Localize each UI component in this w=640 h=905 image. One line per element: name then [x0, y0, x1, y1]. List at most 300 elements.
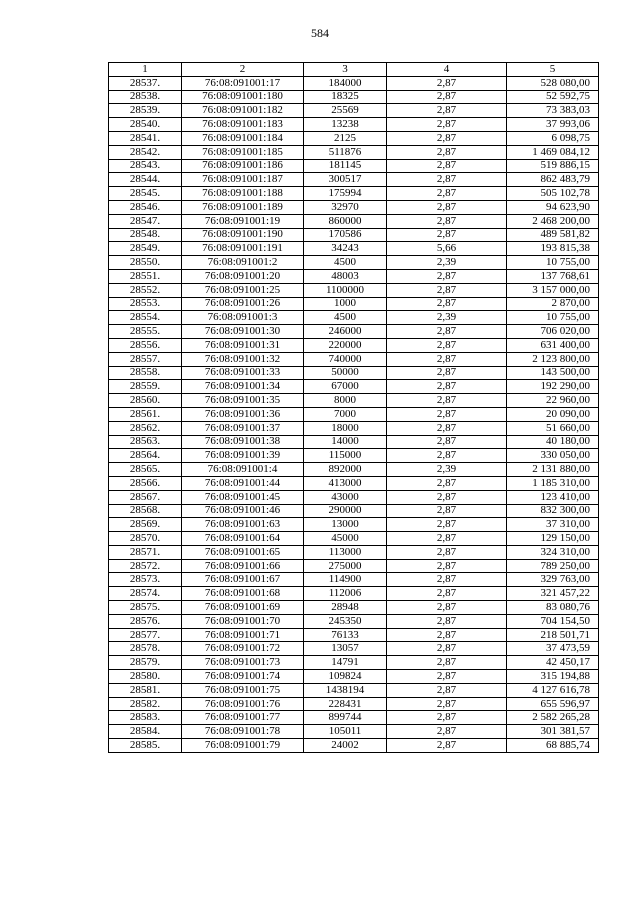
amount-cell: 301 381,57	[507, 725, 599, 739]
cadastral-number-cell: 76:08:091001:38	[182, 435, 304, 449]
cadastral-number-cell: 76:08:091001:65	[182, 545, 304, 559]
row-number-cell: 28550.	[109, 256, 182, 270]
amount-cell: 2 870,00	[507, 297, 599, 311]
cadastral-number-cell: 76:08:091001:34	[182, 380, 304, 394]
amount-cell: 631 400,00	[507, 338, 599, 352]
rate-cell: 2,87	[387, 573, 507, 587]
value-cell: 45000	[304, 532, 387, 546]
amount-cell: 706 020,00	[507, 325, 599, 339]
amount-cell: 1 469 084,12	[507, 145, 599, 159]
table-row	[109, 642, 599, 656]
cadastral-number-cell: 76:08:091001:17	[182, 76, 304, 90]
table-row	[109, 504, 599, 518]
rate-cell: 2,87	[387, 159, 507, 173]
table-header-row	[109, 63, 599, 77]
amount-cell: 3 157 000,00	[507, 283, 599, 297]
column-header: 2	[182, 63, 304, 77]
row-number-cell: 28558.	[109, 366, 182, 380]
rate-cell: 2,39	[387, 311, 507, 325]
table-row	[109, 242, 599, 256]
column-header: 1	[109, 63, 182, 77]
rate-cell: 2,87	[387, 131, 507, 145]
table-row	[109, 545, 599, 559]
amount-cell: 862 483,79	[507, 173, 599, 187]
amount-cell: 123 410,00	[507, 490, 599, 504]
row-number-cell: 28576.	[109, 614, 182, 628]
amount-cell: 73 383,03	[507, 104, 599, 118]
cadastral-number-cell: 76:08:091001:79	[182, 739, 304, 753]
amount-cell: 528 080,00	[507, 76, 599, 90]
table-row	[109, 325, 599, 339]
table-row	[109, 407, 599, 421]
amount-cell: 40 180,00	[507, 435, 599, 449]
row-number-cell: 28554.	[109, 311, 182, 325]
amount-cell: 315 194,88	[507, 670, 599, 684]
value-cell: 7000	[304, 407, 387, 421]
cadastral-number-cell: 76:08:091001:188	[182, 187, 304, 201]
cadastral-number-cell: 76:08:091001:182	[182, 104, 304, 118]
cadastral-number-cell: 76:08:091001:2	[182, 256, 304, 270]
rate-cell: 2,87	[387, 642, 507, 656]
table-row	[109, 228, 599, 242]
row-number-cell: 28544.	[109, 173, 182, 187]
rate-cell: 2,87	[387, 104, 507, 118]
cadastral-number-cell: 76:08:091001:66	[182, 559, 304, 573]
amount-cell: 68 885,74	[507, 739, 599, 753]
rate-cell: 2,87	[387, 587, 507, 601]
cadastral-number-cell: 76:08:091001:191	[182, 242, 304, 256]
rate-cell: 2,87	[387, 628, 507, 642]
rate-cell: 2,87	[387, 532, 507, 546]
value-cell: 8000	[304, 394, 387, 408]
table-row	[109, 559, 599, 573]
value-cell: 511876	[304, 145, 387, 159]
table-row	[109, 269, 599, 283]
value-cell: 32970	[304, 200, 387, 214]
row-number-cell: 28539.	[109, 104, 182, 118]
row-number-cell: 28567.	[109, 490, 182, 504]
row-number-cell: 28578.	[109, 642, 182, 656]
table-row	[109, 145, 599, 159]
amount-cell: 218 501,71	[507, 628, 599, 642]
value-cell: 2125	[304, 131, 387, 145]
rate-cell: 2,87	[387, 559, 507, 573]
cadastral-number-cell: 76:08:091001:35	[182, 394, 304, 408]
value-cell: 184000	[304, 76, 387, 90]
cadastral-number-cell: 76:08:091001:68	[182, 587, 304, 601]
rate-cell: 2,87	[387, 338, 507, 352]
cadastral-number-cell: 76:08:091001:183	[182, 118, 304, 132]
value-cell: 245350	[304, 614, 387, 628]
amount-cell: 193 815,38	[507, 242, 599, 256]
row-number-cell: 28569.	[109, 518, 182, 532]
amount-cell: 704 154,50	[507, 614, 599, 628]
table-row	[109, 173, 599, 187]
row-number-cell: 28561.	[109, 407, 182, 421]
cadastral-number-cell: 76:08:091001:67	[182, 573, 304, 587]
row-number-cell: 28571.	[109, 545, 182, 559]
table-row	[109, 104, 599, 118]
value-cell: 290000	[304, 504, 387, 518]
rate-cell: 2,87	[387, 214, 507, 228]
value-cell: 246000	[304, 325, 387, 339]
amount-cell: 20 090,00	[507, 407, 599, 421]
table-row	[109, 76, 599, 90]
rate-cell: 2,87	[387, 670, 507, 684]
table-row	[109, 490, 599, 504]
rate-cell: 2,87	[387, 725, 507, 739]
row-number-cell: 28546.	[109, 200, 182, 214]
row-number-cell: 28537.	[109, 76, 182, 90]
value-cell: 4500	[304, 311, 387, 325]
amount-cell: 789 250,00	[507, 559, 599, 573]
rate-cell: 2,87	[387, 435, 507, 449]
rate-cell: 2,87	[387, 490, 507, 504]
table-row	[109, 697, 599, 711]
cadastral-number-cell: 76:08:091001:32	[182, 352, 304, 366]
table-row	[109, 683, 599, 697]
cadastral-number-cell: 76:08:091001:73	[182, 656, 304, 670]
rate-cell: 2,87	[387, 76, 507, 90]
amount-cell: 22 960,00	[507, 394, 599, 408]
column-header: 4	[387, 63, 507, 77]
row-number-cell: 28540.	[109, 118, 182, 132]
amount-cell: 129 150,00	[507, 532, 599, 546]
row-number-cell: 28580.	[109, 670, 182, 684]
table-row	[109, 366, 599, 380]
table-row	[109, 518, 599, 532]
value-cell: 1000	[304, 297, 387, 311]
amount-cell: 137 768,61	[507, 269, 599, 283]
amount-cell: 832 300,00	[507, 504, 599, 518]
amount-cell: 6 098,75	[507, 131, 599, 145]
table-row	[109, 601, 599, 615]
table-row	[109, 283, 599, 297]
rate-cell: 2,87	[387, 366, 507, 380]
amount-cell: 37 310,00	[507, 518, 599, 532]
cadastral-number-cell: 76:08:091001:78	[182, 725, 304, 739]
row-number-cell: 28555.	[109, 325, 182, 339]
value-cell: 13057	[304, 642, 387, 656]
value-cell: 14000	[304, 435, 387, 449]
row-number-cell: 28560.	[109, 394, 182, 408]
value-cell: 13000	[304, 518, 387, 532]
cadastral-number-cell: 76:08:091001:4	[182, 463, 304, 477]
value-cell: 50000	[304, 366, 387, 380]
cadastral-number-cell: 76:08:091001:33	[182, 366, 304, 380]
rate-cell: 2,87	[387, 187, 507, 201]
cadastral-number-cell: 76:08:091001:25	[182, 283, 304, 297]
table-row	[109, 187, 599, 201]
row-number-cell: 28565.	[109, 463, 182, 477]
value-cell: 76133	[304, 628, 387, 642]
rate-cell: 2,87	[387, 228, 507, 242]
value-cell: 24002	[304, 739, 387, 753]
amount-cell: 2 468 200,00	[507, 214, 599, 228]
rate-cell: 2,87	[387, 407, 507, 421]
rate-cell: 2,87	[387, 449, 507, 463]
amount-cell: 4 127 616,78	[507, 683, 599, 697]
row-number-cell: 28542.	[109, 145, 182, 159]
value-cell: 34243	[304, 242, 387, 256]
table-row	[109, 297, 599, 311]
rate-cell: 2,87	[387, 118, 507, 132]
value-cell: 170586	[304, 228, 387, 242]
table-row	[109, 421, 599, 435]
rate-cell: 2,87	[387, 200, 507, 214]
cadastral-number-cell: 76:08:091001:39	[182, 449, 304, 463]
row-number-cell: 28575.	[109, 601, 182, 615]
table-row	[109, 725, 599, 739]
data-table	[108, 62, 599, 753]
amount-cell: 192 290,00	[507, 380, 599, 394]
cadastral-number-cell: 76:08:091001:3	[182, 311, 304, 325]
row-number-cell: 28556.	[109, 338, 182, 352]
table-row	[109, 573, 599, 587]
table-row	[109, 476, 599, 490]
rate-cell: 2,87	[387, 518, 507, 532]
value-cell: 112006	[304, 587, 387, 601]
table-row	[109, 587, 599, 601]
rate-cell: 2,87	[387, 394, 507, 408]
amount-cell: 143 500,00	[507, 366, 599, 380]
cadastral-number-cell: 76:08:091001:69	[182, 601, 304, 615]
amount-cell: 94 623,90	[507, 200, 599, 214]
row-number-cell: 28582.	[109, 697, 182, 711]
cadastral-number-cell: 76:08:091001:30	[182, 325, 304, 339]
amount-cell: 330 050,00	[507, 449, 599, 463]
value-cell: 413000	[304, 476, 387, 490]
value-cell: 114900	[304, 573, 387, 587]
table-row	[109, 628, 599, 642]
amount-cell: 321 457,22	[507, 587, 599, 601]
table-row	[109, 311, 599, 325]
rate-cell: 2,87	[387, 325, 507, 339]
column-header: 3	[304, 63, 387, 77]
rate-cell: 2,87	[387, 380, 507, 394]
amount-cell: 1 185 310,00	[507, 476, 599, 490]
table-row	[109, 532, 599, 546]
cadastral-number-cell: 76:08:091001:190	[182, 228, 304, 242]
rate-cell: 2,87	[387, 545, 507, 559]
value-cell: 14791	[304, 656, 387, 670]
row-number-cell: 28547.	[109, 214, 182, 228]
rate-cell: 2,87	[387, 297, 507, 311]
row-number-cell: 28563.	[109, 435, 182, 449]
row-number-cell: 28573.	[109, 573, 182, 587]
table-row	[109, 449, 599, 463]
value-cell: 67000	[304, 380, 387, 394]
row-number-cell: 28543.	[109, 159, 182, 173]
rate-cell: 2,87	[387, 476, 507, 490]
table-row	[109, 256, 599, 270]
rate-cell: 2,87	[387, 90, 507, 104]
rate-cell: 2,87	[387, 504, 507, 518]
rate-cell: 2,87	[387, 739, 507, 753]
value-cell: 175994	[304, 187, 387, 201]
value-cell: 740000	[304, 352, 387, 366]
table-row	[109, 739, 599, 753]
rate-cell: 2,87	[387, 656, 507, 670]
amount-cell: 324 310,00	[507, 545, 599, 559]
amount-cell: 2 123 800,00	[507, 352, 599, 366]
rate-cell: 2,87	[387, 269, 507, 283]
cadastral-number-cell: 76:08:091001:185	[182, 145, 304, 159]
table-row	[109, 670, 599, 684]
cadastral-number-cell: 76:08:091001:189	[182, 200, 304, 214]
rate-cell: 2,39	[387, 463, 507, 477]
table-row	[109, 711, 599, 725]
rate-cell: 2,87	[387, 145, 507, 159]
amount-cell: 519 886,15	[507, 159, 599, 173]
rate-cell: 2,87	[387, 683, 507, 697]
value-cell: 300517	[304, 173, 387, 187]
rate-cell: 5,66	[387, 242, 507, 256]
value-cell: 48003	[304, 269, 387, 283]
value-cell: 1100000	[304, 283, 387, 297]
value-cell: 105011	[304, 725, 387, 739]
cadastral-number-cell: 76:08:091001:75	[182, 683, 304, 697]
cadastral-number-cell: 76:08:091001:19	[182, 214, 304, 228]
cadastral-number-cell: 76:08:091001:63	[182, 518, 304, 532]
cadastral-number-cell: 76:08:091001:77	[182, 711, 304, 725]
table-body	[109, 76, 599, 752]
rate-cell: 2,39	[387, 256, 507, 270]
cadastral-number-cell: 76:08:091001:184	[182, 131, 304, 145]
table-row	[109, 338, 599, 352]
amount-cell: 42 450,17	[507, 656, 599, 670]
rate-cell: 2,87	[387, 614, 507, 628]
cadastral-number-cell: 76:08:091001:70	[182, 614, 304, 628]
row-number-cell: 28562.	[109, 421, 182, 435]
table-row	[109, 352, 599, 366]
cadastral-number-cell: 76:08:091001:20	[182, 269, 304, 283]
row-number-cell: 28553.	[109, 297, 182, 311]
row-number-cell: 28545.	[109, 187, 182, 201]
cadastral-number-cell: 76:08:091001:74	[182, 670, 304, 684]
row-number-cell: 28549.	[109, 242, 182, 256]
table-row	[109, 90, 599, 104]
rate-cell: 2,87	[387, 173, 507, 187]
value-cell: 181145	[304, 159, 387, 173]
row-number-cell: 28538.	[109, 90, 182, 104]
table-row	[109, 380, 599, 394]
row-number-cell: 28581.	[109, 683, 182, 697]
cadastral-number-cell: 76:08:091001:26	[182, 297, 304, 311]
rate-cell: 2,87	[387, 601, 507, 615]
row-number-cell: 28557.	[109, 352, 182, 366]
table-row	[109, 656, 599, 670]
row-number-cell: 28552.	[109, 283, 182, 297]
value-cell: 18000	[304, 421, 387, 435]
cadastral-number-cell: 76:08:091001:36	[182, 407, 304, 421]
amount-cell: 10 755,00	[507, 311, 599, 325]
value-cell: 25569	[304, 104, 387, 118]
amount-cell: 329 763,00	[507, 573, 599, 587]
row-number-cell: 28583.	[109, 711, 182, 725]
row-number-cell: 28559.	[109, 380, 182, 394]
value-cell: 13238	[304, 118, 387, 132]
table-row	[109, 118, 599, 132]
amount-cell: 489 581,82	[507, 228, 599, 242]
value-cell: 275000	[304, 559, 387, 573]
amount-cell: 83 080,76	[507, 601, 599, 615]
cadastral-number-cell: 76:08:091001:187	[182, 173, 304, 187]
row-number-cell: 28570.	[109, 532, 182, 546]
row-number-cell: 28541.	[109, 131, 182, 145]
rate-cell: 2,87	[387, 711, 507, 725]
cadastral-number-cell: 76:08:091001:186	[182, 159, 304, 173]
amount-cell: 51 660,00	[507, 421, 599, 435]
row-number-cell: 28577.	[109, 628, 182, 642]
value-cell: 860000	[304, 214, 387, 228]
table-row	[109, 435, 599, 449]
table-row	[109, 394, 599, 408]
column-header: 5	[507, 63, 599, 77]
cadastral-number-cell: 76:08:091001:71	[182, 628, 304, 642]
row-number-cell: 28574.	[109, 587, 182, 601]
amount-cell: 655 596,97	[507, 697, 599, 711]
row-number-cell: 28564.	[109, 449, 182, 463]
table-row	[109, 463, 599, 477]
cadastral-number-cell: 76:08:091001:180	[182, 90, 304, 104]
value-cell: 899744	[304, 711, 387, 725]
rate-cell: 2,87	[387, 421, 507, 435]
amount-cell: 2 131 880,00	[507, 463, 599, 477]
cadastral-number-cell: 76:08:091001:45	[182, 490, 304, 504]
table-row	[109, 214, 599, 228]
amount-cell: 505 102,78	[507, 187, 599, 201]
value-cell: 220000	[304, 338, 387, 352]
page-number: 584	[311, 26, 329, 40]
value-cell: 228431	[304, 697, 387, 711]
cadastral-number-cell: 76:08:091001:46	[182, 504, 304, 518]
cadastral-number-cell: 76:08:091001:44	[182, 476, 304, 490]
table-row	[109, 131, 599, 145]
row-number-cell: 28568.	[109, 504, 182, 518]
row-number-cell: 28566.	[109, 476, 182, 490]
cadastral-number-cell: 76:08:091001:31	[182, 338, 304, 352]
row-number-cell: 28585.	[109, 739, 182, 753]
cadastral-number-cell: 76:08:091001:37	[182, 421, 304, 435]
amount-cell: 37 473,59	[507, 642, 599, 656]
table-row	[109, 614, 599, 628]
value-cell: 109824	[304, 670, 387, 684]
row-number-cell: 28551.	[109, 269, 182, 283]
rate-cell: 2,87	[387, 283, 507, 297]
value-cell: 1438194	[304, 683, 387, 697]
value-cell: 892000	[304, 463, 387, 477]
value-cell: 113000	[304, 545, 387, 559]
value-cell: 43000	[304, 490, 387, 504]
cadastral-number-cell: 76:08:091001:76	[182, 697, 304, 711]
value-cell: 4500	[304, 256, 387, 270]
row-number-cell: 28584.	[109, 725, 182, 739]
rate-cell: 2,87	[387, 352, 507, 366]
rate-cell: 2,87	[387, 697, 507, 711]
value-cell: 18325	[304, 90, 387, 104]
amount-cell: 37 993,06	[507, 118, 599, 132]
row-number-cell: 28548.	[109, 228, 182, 242]
table-row	[109, 159, 599, 173]
row-number-cell: 28579.	[109, 656, 182, 670]
amount-cell: 2 582 265,28	[507, 711, 599, 725]
amount-cell: 52 592,75	[507, 90, 599, 104]
cadastral-number-cell: 76:08:091001:72	[182, 642, 304, 656]
row-number-cell: 28572.	[109, 559, 182, 573]
value-cell: 28948	[304, 601, 387, 615]
table-row	[109, 200, 599, 214]
